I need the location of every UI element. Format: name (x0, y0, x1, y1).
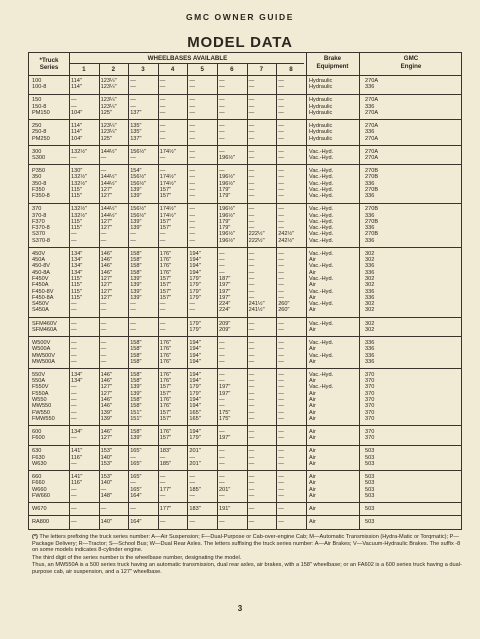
wheelbase-cell: — — 201" — (219, 473, 231, 499)
wheelbase-cell: — — 197" 197" — — 175" 175" (219, 371, 231, 422)
series-cell: P350 350 350-8 F350 F350-8 (32, 168, 50, 200)
wheelbase-cell: — — (248, 78, 255, 91)
wheelbase-cell: — 196½" 196½" 179" 179" (219, 168, 235, 200)
wheelbase-cell: — — — — — (189, 168, 195, 200)
group-rule (29, 445, 461, 446)
wheelbase-cell: — — — — — (278, 168, 284, 200)
wheelbase-cell: — — (100, 320, 107, 333)
wheelbase-cell: — (278, 505, 284, 512)
wheelbase-cell: — — — — — — — — 241½" 241½" (248, 250, 265, 314)
wheelbase-cell: 164" (130, 518, 142, 525)
engine-cell: 270A 336 (365, 78, 379, 91)
engine-cell: 270A 270A (365, 148, 379, 161)
wheelbase-cell: — — (278, 429, 284, 442)
brake-cell: Vac.-Hyd. Air Vac.-Hyd. Air Vac.-Hyd. Air Vac.-Hyd. Air Vac.-Hyd. Air (309, 250, 334, 314)
group-rule (29, 425, 461, 426)
wheelbase-cell: 179" 179" (189, 320, 201, 333)
wheelbase-cell: 134" 134" — — — — — — (71, 371, 83, 422)
wheelbase-cell: — — (159, 320, 166, 333)
wheelbase-cell: 132½" 132½" 115" 115" — — (71, 206, 87, 244)
wheelbase-cell: — (159, 518, 166, 525)
header-truck-series: *Truck Series (39, 57, 59, 71)
engine-cell: 370 370 (365, 429, 375, 442)
wheelbase-cell: 183" — 185" (159, 448, 172, 467)
column-rule (359, 53, 360, 529)
engine-cell: 270B 336 270B 336 270B 336 (365, 206, 379, 244)
footnote-text-1: The letters prefixing the truck series number: A—Air Suspension; F—Dual-Purpose or Cab-over-engine Cab; M—Automatic Transmission (Hydra-Matic or Torqmatic); P—Package Delivery; R—Tractor; S—School Bus; W—Dual Rear Axles. The letters suffixing the truck series number: A—Air Brakes; V—Vacuum-Hydraulic Brakes. The suffix -8 on some models indicates 8-cylinder engine. (32, 534, 461, 554)
wheelbase-cell: — — — (278, 448, 284, 467)
brake-cell: Vac.-Hyd. Air (309, 320, 334, 333)
engine-cell: 302 302 (365, 320, 375, 333)
column-rule (69, 53, 70, 529)
series-cell: 550V 550A F550V F550A W550 MW550 FW550 FMW550 (32, 371, 55, 422)
wheelbase-cell: — (189, 518, 195, 525)
group-rule (29, 203, 461, 204)
wheelbase-cell: 153" 140" — 148" (100, 473, 112, 499)
wheelbase-cell: — — (278, 78, 284, 91)
header-wheelbase-4: 4 (170, 66, 175, 73)
brake-cell: Vac.-Hyd. Vac.-Hyd. Vac.-Hyd. Vac.-Hyd. Vac.-Hyd. Vac.-Hyd. (309, 206, 334, 244)
group-rule (29, 336, 461, 337)
wheelbase-cell: — — — — — (248, 168, 255, 200)
wheelbase-cell: — — — — 187" 197" 197" 197" 224" 224" (219, 250, 231, 314)
engine-cell: 503 (365, 518, 375, 525)
wheelbase-cell: 130" 132½" 132½" 115" 115" (71, 168, 87, 200)
column-rule (187, 63, 188, 529)
wheelbase-cell: — — — — (248, 473, 255, 499)
wheelbase-cell: 146" 146" 127" 127" 146" 146" 139" 139" (100, 371, 112, 422)
wheelbase-cell: 176" 176" 176" 176" (159, 339, 172, 365)
series-cell: W670 (32, 505, 47, 512)
model-data-table (28, 52, 462, 530)
series-cell: W500V W500A MW500V MW500A (32, 339, 56, 365)
column-rule (247, 63, 248, 529)
column-rule (276, 63, 277, 529)
wheelbase-cell: 165" — 165" 164" (130, 473, 142, 499)
wheelbase-cell: — — — — — — (189, 206, 195, 244)
wheelbase-cell: 146" 127" (100, 429, 112, 442)
header-wheelbase-6: 6 (230, 66, 234, 73)
wheelbase-cell: — — — — (219, 339, 225, 365)
series-cell: SFM460V SFM460A (32, 320, 57, 333)
wheelbase-cell: — (71, 505, 77, 512)
series-cell: 600 F600 (32, 429, 45, 442)
header-brake: Brake Equipment (316, 55, 349, 70)
series-cell: 300 S300 (32, 148, 46, 161)
wheelbase-cell: 144½" 144½" 127" 127" — — (100, 206, 117, 244)
wheelbase-cell: 156½" — (130, 148, 147, 161)
wheelbase-cell: — — (130, 78, 136, 91)
wheelbase-cell: — (130, 505, 136, 512)
wheelbase-cell: 154" 156½" 156½" 139" 139" (130, 168, 147, 200)
series-cell: RA800 (32, 518, 50, 525)
wheelbase-cell: 114" 114" (71, 78, 82, 91)
wheelbase-cell: — — — (219, 97, 225, 116)
series-cell: 450V 450A 450-8V 450-8A F450V F450A F450-8V F450-8A S450V S450A (32, 250, 54, 314)
wheelbase-cell: 132½" — (71, 148, 87, 161)
wheelbase-cell: — — — (219, 448, 225, 467)
header-wheelbase-7: 7 (259, 66, 264, 73)
group-rule (29, 515, 461, 516)
series-cell: 630 F630 W630 (32, 448, 47, 467)
engine-cell: 370 370 370 370 370 370 370 370 (365, 371, 375, 422)
group-rule (29, 247, 461, 248)
wheelbase-cell: 123¼" 123¼" 125" (100, 123, 117, 142)
column-rule (158, 63, 159, 529)
wheelbase-cell: 158" 158" 158" 158" (130, 339, 142, 365)
wheelbase-cell: 194" 194" 194" 194" 179" 179" 179" 179" — — (189, 250, 201, 314)
wheelbase-cell: — — (219, 78, 225, 91)
wheelbase-cell: — — 177" — (159, 473, 172, 499)
brake-cell: Vac.-Hyd. Vac.-Hyd. Vac.-Hyd. Vac.-Hyd. Vac.-Hyd. (309, 168, 334, 200)
wheelbase-cell: — — — — (278, 339, 284, 365)
header-wheelbases: WHEELBASES AVAILABLE (147, 55, 228, 62)
brake-cell: Air (309, 518, 316, 525)
column-rule (99, 63, 100, 529)
wheelbase-cell: — — (189, 148, 195, 161)
wheelbase-cell: — — (278, 320, 284, 333)
wheelbase-cell: 153" 140" 153" (100, 448, 112, 467)
group-rule (29, 502, 461, 503)
wheelbase-cell: — — (71, 320, 77, 333)
header-rule (29, 75, 461, 76)
running-header: GMC OWNER GUIDE (185, 12, 295, 22)
wheelbase-cell: — — (130, 320, 136, 333)
wheelbase-cell: 201" — 201" (189, 448, 201, 467)
group-rule (29, 94, 461, 95)
header-wheelbase-1: 1 (82, 66, 86, 73)
wheelbase-cell: — (100, 505, 107, 512)
wheelbase-cell: 114" 114" 104" (71, 123, 83, 142)
wheelbase-cell: — — (248, 429, 255, 442)
wheelbase-cell: — — — — — — — — 260" 260" (278, 250, 290, 314)
wheelbase-cell: — 197" (219, 429, 231, 442)
wheelbase-cell: — (278, 518, 284, 525)
engine-cell: 270A 336 270A (365, 123, 379, 142)
series-cell: 150 150-8 PM150 (32, 97, 50, 116)
wheelbase-cell: 134" 134" 134" 134" 115" 115" 115" 115" — — (71, 250, 83, 314)
column-rule (306, 53, 307, 529)
wheelbase-cell: — — 185" — (189, 473, 201, 499)
wheelbase-cell: — — — (189, 123, 195, 142)
brake-cell: Hydraulic Hydraulic Hydraulic (309, 97, 333, 116)
wheelbase-cell: — — — — 222½" 222½" (248, 206, 265, 244)
group-rule (29, 368, 461, 369)
engine-cell: 336 336 336 336 (365, 339, 375, 365)
wheelbase-cell: — — — (278, 123, 284, 142)
engine-cell: 302 302 336 336 302 302 336 336 302 302 (365, 250, 375, 314)
wheelbase-cell: — — (248, 320, 255, 333)
wheelbase-cell: — — — (248, 97, 255, 116)
wheelbase-cell: — — — — (71, 339, 77, 365)
wheelbase-cell: 141" 116" — (71, 448, 83, 467)
wheelbase-cell: 158" 139" (130, 429, 142, 442)
brake-cell: Air Air Air Air (309, 473, 316, 499)
wheelbase-cell: — — 137" (130, 97, 142, 116)
wheelbase-cell: 158" 158" 158" 158" 139" 139" 139" 139" — — (130, 250, 142, 314)
wheelbase-cell: 146" 146" 146" 146" 127" 127" 127" 127" — — (100, 250, 112, 314)
group-rule (29, 470, 461, 471)
footnote-text-2: The third digit of the series number is the wheelbase number, designating the model. (32, 554, 242, 561)
wheelbase-cell: — — — — (248, 339, 255, 365)
wheelbase-cell: 141" 116" — — (71, 473, 83, 499)
wheelbase-cell: 209" 209" (219, 320, 231, 333)
series-cell: 660 F660 W660 FW660 (32, 473, 51, 499)
column-rule (217, 63, 218, 529)
footnote-mark: (*) (32, 534, 38, 540)
wheelbase-cell: — — 104" (71, 97, 83, 116)
header-wheelbase-3: 3 (141, 66, 145, 73)
wheelbase-cell: 135" 135" 137" (130, 123, 142, 142)
engine-cell: 503 503 503 (365, 448, 375, 467)
wheelbase-cell: 158" 158" 139" 139" 158" 158" 151" 151" (130, 371, 142, 422)
wheelbase-cell: 134" — (71, 429, 83, 442)
brake-cell: Hydraulic Hydraulic Hydraulic (309, 123, 333, 142)
wheelbase-cell: — — — (248, 448, 255, 467)
wheelbase-cell: 176" 176" 157" 157" 176" 176" 157" 157" (159, 371, 172, 422)
series-cell: 370 370-8 F370 F370-8 S370 S370-8 (32, 206, 51, 244)
wheelbase-cell: 194" 194" 194" 194" (189, 339, 201, 365)
brake-cell: Air Air Air (309, 448, 316, 467)
wheelbase-cell: — — — — 242½" 242½" (278, 206, 295, 244)
wheelbase-cell: — — — (189, 97, 195, 116)
wheelbase-cell: — — — — — — — — (248, 371, 255, 422)
brake-cell: Vac.-Hyd. Air Vac.-Hyd. Air (309, 339, 334, 365)
wheelbase-cell: — — — — (100, 339, 107, 365)
wheelbase-cell: — 196½" (219, 148, 235, 161)
wheelbase-cell: 144½" — (100, 148, 117, 161)
column-rule (128, 63, 129, 529)
series-cell: 250 250-8 PM250 (32, 123, 50, 142)
wheelbase-cell: 194" 179" (189, 429, 201, 442)
wheelbase-cell: — (248, 505, 255, 512)
footnotes (32, 534, 462, 577)
wheelbase-cell: 140" (100, 518, 112, 525)
wheelbase-cell: 183" (189, 505, 201, 512)
wheelbase-cell: 191" (219, 505, 231, 512)
wheelbase-cell: 174½" 174½" 157" 157" — — (159, 206, 176, 244)
wheelbase-cell: — — — (248, 123, 255, 142)
brake-cell: Hydraulic Hydraulic (309, 78, 333, 91)
wheelbase-cell: — — — (219, 123, 225, 142)
brake-cell: Air Air (309, 429, 316, 442)
wheelbase-cell: — — (159, 78, 166, 91)
engine-cell: 503 (365, 505, 375, 512)
engine-cell: 503 503 503 503 (365, 473, 375, 499)
wheelbase-cell: — (71, 518, 77, 525)
wheelbase-cell: — 144½" 144½" 127" 127" (100, 168, 117, 200)
group-rule (29, 164, 461, 165)
engine-cell: 270B 270B 336 270B 336 (365, 168, 379, 200)
wheelbase-cell: — (219, 518, 225, 525)
wheelbase-cell: 196½" 196½" 179" 179" 196½" 196½" (219, 206, 235, 244)
wheelbase-cell: — 174½" 174½" 157" 157" (159, 168, 176, 200)
wheelbase-cell: 123¼" 123¼" 125" (100, 97, 117, 116)
header-engine: GMC Engine (400, 55, 422, 70)
wheelbase-cell: 156½" 156½" 139" 139" — — (130, 206, 147, 244)
wheelbase-cell: 177" (159, 505, 172, 512)
wheelbase-cell: — — (189, 78, 195, 91)
wheelbase-cell: 165" — 165" (130, 448, 142, 467)
wheelbase-cell: 176" 176" 176" 176" 157" 157" 157" 157" — — (159, 250, 172, 314)
wheelbase-cell: — — — — (278, 473, 284, 499)
engine-cell: 270A 336 270A (365, 97, 379, 116)
group-rule (29, 145, 461, 146)
header-wheelbase-5: 5 (200, 66, 204, 73)
wheelbase-cell: — — — (159, 123, 166, 142)
brake-cell: Air (309, 505, 316, 512)
wheelbase-cell: — — — (278, 97, 284, 116)
header-wheelbase-2: 2 (111, 66, 116, 73)
wheelbase-cell: — — (278, 148, 284, 161)
footnote-text-3: Thus, an MW550A is a 500 series truck having an automatic transmission, dual rear axles, air brakes, with a 158" wheelbase; or an FA602 is a 600 series truck having a dual-purpose cab, air suspension, and a 127" wheelbase. (32, 562, 462, 575)
header-rule (69, 63, 304, 64)
wheelbase-cell: — — (248, 148, 255, 161)
wheelbase-cell: — (248, 518, 255, 525)
page-number: 3 (237, 604, 243, 613)
wheelbase-cell: — — — (159, 97, 166, 116)
group-rule (29, 119, 461, 120)
wheelbase-cell: 194" 194" 179" 179" 194" 194" 165" 165" (189, 371, 201, 422)
series-cell: 100 100-8 (32, 78, 47, 91)
wheelbase-cell: 123¼" 123¼" (100, 78, 117, 91)
wheelbase-cell: — — — — — — — — (278, 371, 284, 422)
wheelbase-cell: 176" 157" (159, 429, 172, 442)
wheelbase-cell: 174½" — (159, 148, 176, 161)
header-wheelbase-8: 8 (289, 66, 293, 73)
footnote-prefix-suffix (32, 534, 462, 554)
brake-cell: Vac.-Hyd. Air Vac.-Hyd. Air Air Air Air Air (309, 371, 334, 422)
page-title: MODEL DATA (187, 34, 293, 51)
brake-cell: Vac.-Hyd. Vac.-Hyd. (309, 148, 334, 161)
group-rule (29, 317, 461, 318)
